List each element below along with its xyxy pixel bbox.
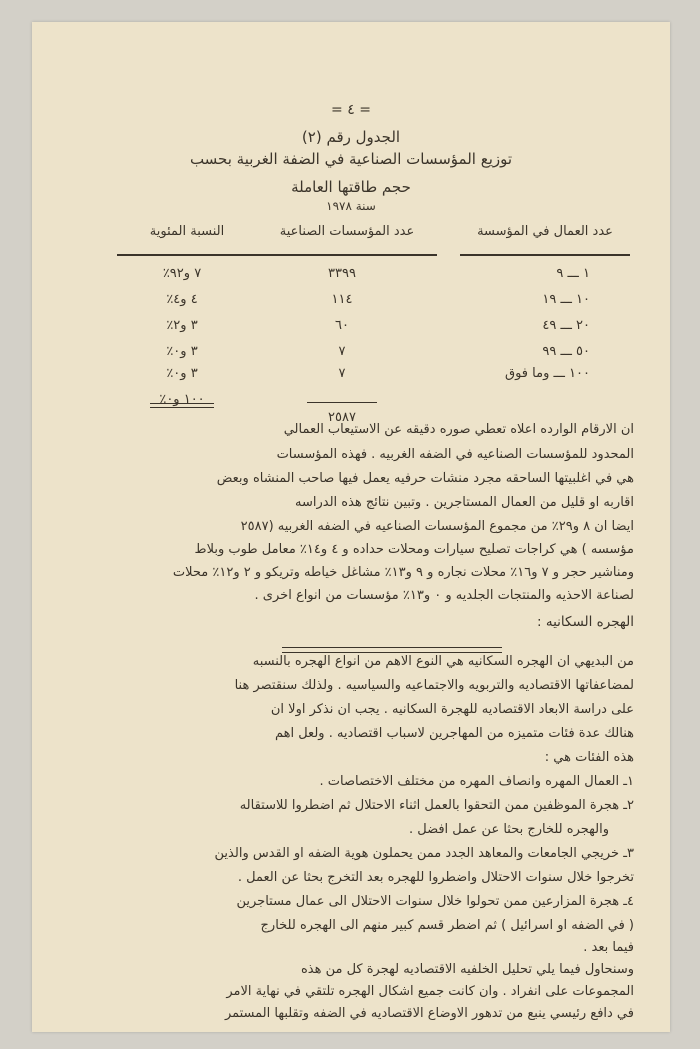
paragraph-line: اقاربه او قليل من العمال المستاجرين . وتبين نتائج هذه الدراسه	[295, 495, 634, 510]
paragraph-line: ايضا ان ٨ و٢٩٪ من مجموع المؤسسات الصناعيه في الضفه الغربيه (٢٥٨٧	[240, 519, 634, 534]
table-cell: ٧ و٩٢٪	[162, 266, 202, 281]
paragraph-line: لصناعة الاحذيه والمنتجات الجلديه و ٠ و١٣٪ مؤسسات من انواع اخرى .	[254, 588, 634, 603]
table-cell: ٦٠	[335, 318, 349, 333]
header-institutions: عدد المؤسسات الصناعية	[279, 224, 415, 239]
paragraph-line: على دراسة الابعاد الاقتصاديه للهجرة السكانيه . يجب ان نذكر اولا ان	[270, 702, 634, 717]
table-cell: ١٠ ـــ ١٩	[542, 292, 590, 307]
total-percent: ١٠٠ و٠٪	[159, 392, 205, 407]
paragraph-line: في دافع رئيسي ينبع من تدهور الاوضاع الاقتصاديه في الضفه وتقلبها المستمر	[224, 1006, 634, 1021]
table-cell: ١٠٠ ـــ وما فوق	[505, 366, 590, 381]
heading-underline	[282, 647, 502, 653]
header-percent: النسبة المئوية	[149, 224, 225, 239]
total-rule	[307, 402, 377, 403]
total-rule	[150, 407, 214, 408]
paragraph-line: ومناشير حجر و ٧ و١٦٪ محلات نجاره و ٩ و١٣٪ مشاغل خياطه وتريكو و ٢ و١٢٪ محلات	[172, 565, 634, 580]
table-cell: ٣ و٠٪	[166, 366, 198, 381]
table-cell: ٣ و٠٪	[166, 344, 198, 359]
paragraph-line: المجموعات على انفراد . وان كانت جميع اشكال الهجره تلتقي في نهاية الامر	[226, 984, 634, 999]
paragraph-line: لمضاعفاتها الاقتصاديه والتربويه والاجتماعيه والسياسيه . ولذلك سنقتصر هنا	[234, 678, 634, 693]
paragraph-line: هنالك عدة فئات متميزه من المهاجرين لاسباب اقتصاديه . ولعل اهم	[274, 726, 634, 741]
list-item: ٣ـ خريجي الجامعات والمعاهد الجدد ممن يحملون هوية الضفه او القدس والذين	[214, 846, 634, 861]
paragraph-line: المحدود للمؤسسات الصناعيه في الضفه الغربيه . فهذه المؤسسات	[276, 447, 634, 462]
table-cell: ١١٤	[331, 292, 353, 307]
table-cell: ٤ و٤٪	[166, 292, 198, 307]
section-heading: الهجره السكانيه :	[537, 614, 634, 630]
list-item: والهجره للخارج بحثا عن عمل افضل .	[408, 822, 609, 837]
list-item: ٢ـ هجرة الموظفين ممن التحقوا بالعمل اثناء الاحتلال ثم اضطروا للاستقاله	[239, 798, 634, 813]
list-item: ٤ـ هجرة المزارعين ممن تحولوا خلال سنوات الاحتلال الى عمال مستاجرين	[236, 894, 634, 909]
paragraph-line: مؤسسه ) هي كراجات تصليح سيارات ومحلات حداده و ٤ و١٤٪ معامل طوب وبلاط	[194, 542, 634, 557]
header-rule	[460, 254, 630, 256]
document-page	[32, 22, 670, 1032]
table-caption: الجدول رقم (٢)	[301, 128, 401, 146]
table-cell: ٧	[338, 344, 346, 359]
paragraph-line: من البديهي ان الهجره السكانيه هي النوع الاهم من انواع الهجره بالنسبه	[252, 654, 634, 669]
table-title-line2: حجم طاقتها العاملة	[291, 178, 411, 196]
list-item: تخرجوا خلال سنوات الاحتلال واضطروا للهجره بعد التخرج بحثا عن العمل .	[237, 870, 634, 885]
page-number: = ٤ =	[331, 102, 371, 118]
paragraph-line: وسنحاول فيما يلي تحليل الخلفيه الاقتصاديه لهجرة كل من هذه	[300, 962, 634, 977]
table-cell: ١ ـــ ٩	[556, 266, 590, 281]
paragraph-line: هذه الفئات هي :	[544, 750, 634, 765]
paragraph-line: ان الارقام الوارده اعلاه تعطي صوره دقيقه عن الاستيعاب العمالي	[283, 422, 634, 437]
table-cell: ٧	[338, 366, 346, 381]
header-workers: عدد العمال في المؤسسة	[477, 224, 613, 239]
table-cell: ٥٠ ـــ ٩٩	[542, 344, 590, 359]
header-rule	[117, 254, 257, 256]
paragraph-line: هي في اغلبيتها الساحقه مجرد منشآت حرفيه يعمل فيها صاحب المنشاه وبعض	[216, 471, 634, 486]
table-cell: ٢٠ ـــ ٤٩	[542, 318, 590, 333]
table-title-line1: توزيع المؤسسات الصناعية في الضفة الغربية بحسب	[189, 150, 513, 168]
header-rule	[257, 254, 437, 256]
table-cell: ٣٣٩٩	[328, 266, 356, 281]
list-item: ١ـ العمال المهره وانصاف المهره من مختلف الاختصاصات .	[319, 774, 634, 789]
list-item: ( في الضفه او اسرائيل ) ثم اضطر قسم كبير منهم الى الهجره للخارج	[260, 918, 634, 933]
table-year: سنة ١٩٧٨	[326, 199, 376, 213]
total-count: ٢٥٨٧	[328, 410, 356, 425]
list-item: فيما بعد .	[583, 940, 634, 955]
table-cell: ٣ و٢٪	[166, 318, 198, 333]
